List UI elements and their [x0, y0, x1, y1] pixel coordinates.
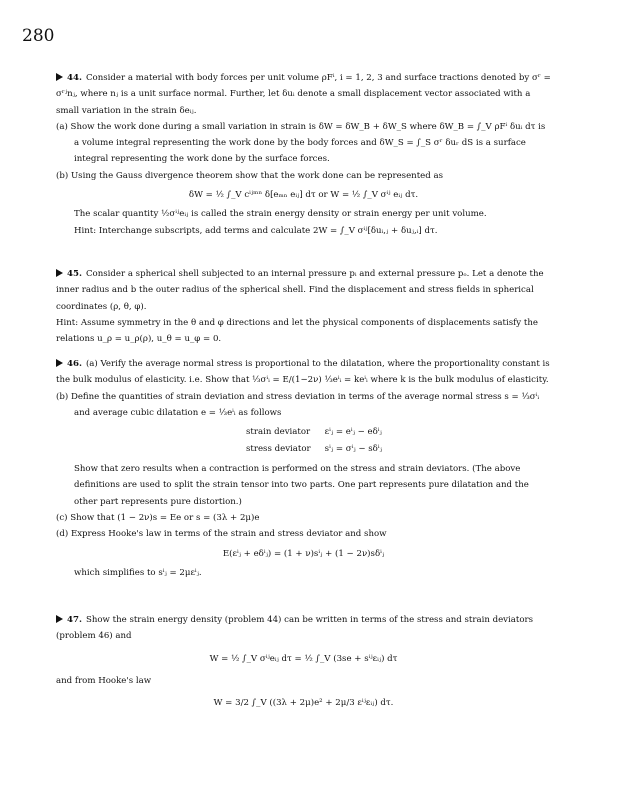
note: The scalar quantity ½σⁱʲeᵢⱼ is called the strain energy density or strain energy per unit volume. [74, 209, 487, 220]
part-a: (a) Show the work done during a small variation in strain is δW = δW_B + δW_S where δW_B = ∫_V ρFⁱ δuᵢ dτ is a volume integral representing the work done by the body forces and δW_S = ∫_S σʳ δuᵣ dS is a surface integral representing the work done by the surface forces. [56, 121, 546, 165]
equation-2: W = 3/2 ∫_V ((3λ + 2μ)e² + 2μ/3 εⁱʲεᵢⱼ) dτ. [213, 698, 394, 709]
problem-text: Consider a material with body forces per unit volume ρFⁱ, i = 1, 2, 3 and surface tractions denoted by σʳ = σʳʲnⱼ, where nⱼ is a unit surface normal. Further, let δuᵢ denote a small displacement vector associated with a small variation in the strain δeᵢⱼ. [56, 73, 551, 116]
deviator-row [246, 423, 396, 440]
problem-number: 45. [67, 269, 82, 279]
problem-47-text [56, 612, 551, 645]
part-a: (a) Verify the average normal stress is proportional to the dilatation, where the proportionality constant is the bulk modulus of elasticity. i.e. Show that ⅓σⁱᵢ = E/(1−2ν) ⅓eⁱᵢ = keⁱᵢ where k is the bulk modulus of elasticity. [56, 359, 550, 386]
problem-number: 47. [67, 615, 82, 625]
equation: E(εⁱⱼ + eδⁱⱼ) = (1 + ν)sⁱⱼ + (1 − 2ν)sδⁱⱼ [222, 548, 385, 559]
problem-47 [56, 612, 551, 717]
deviator-table [246, 423, 396, 457]
deviator-label: stress deviator [246, 443, 311, 454]
simplifies: which simplifies to sⁱⱼ = 2μεⁱⱼ. [74, 567, 202, 578]
problem-text: Show the strain energy density (problem 44) can be written in terms of the stress and strain deviators (problem 46) and [56, 615, 534, 642]
triangle-bullet-icon [56, 615, 63, 623]
equation-1: W = ½ ∫_V σⁱʲeᵢⱼ dτ = ½ ∫_V (3se + sⁱʲεᵢⱼ) dτ [209, 653, 398, 664]
part-d: (d) Express Hooke's law in terms of the strain and stress deviator and show [56, 529, 387, 540]
part-c: (c) Show that (1 − 2ν)s = Ee or s = (3λ + 2μ)e [56, 513, 260, 524]
problem-45-text [56, 266, 551, 315]
page-number: 280 [22, 26, 55, 46]
problem-text: Consider a spherical shell subjected to an internal pressure pᵢ and external pressure pₒ. Let a denote the inner radius and b the outer radius of the spherical shell. Find the displacement and stress fields in spherical coordinates (ρ, θ, φ). [56, 269, 544, 312]
problem-46 [56, 356, 551, 581]
triangle-bullet-icon [56, 359, 63, 367]
problem-44 [56, 70, 551, 239]
problem-number: 46. [67, 359, 82, 369]
deviator-formula: sⁱⱼ = σⁱⱼ − sδⁱⱼ [324, 443, 382, 454]
part-b-note: Show that zero results when a contraction is performed on the stress and strain deviators. (The above definitions are used to split the strain tensor into two parts. One part represents pure dilatation and the other part represents pure distortion.) [74, 464, 529, 507]
deviator-row [246, 440, 396, 457]
deviator-formula: εⁱⱼ = eⁱⱼ − eδⁱⱼ [324, 426, 382, 437]
hint: Hint: Interchange subscripts, add terms and calculate 2W = ∫_V σⁱʲ[δuᵢ,ⱼ + δuⱼ,ᵢ] dτ. [74, 225, 438, 236]
hint: Hint: Assume symmetry in the θ and φ directions and let the physical components of displacements satisfy the relations u_ρ = u_ρ(ρ), u_θ = u_φ = 0. [56, 317, 538, 345]
problem-46-part-a [56, 356, 551, 389]
part-b: (b) Define the quantities of strain deviation and stress deviation in terms of the average normal stress s = ⅓σⁱᵢ and average cubic dilatation e = ⅓eⁱᵢ as follows [56, 391, 540, 418]
triangle-bullet-icon [56, 269, 63, 277]
deviator-label: strain deviator [246, 426, 311, 437]
part-b: (b) Using the Gauss divergence theorem show that the work done can be represented as [56, 170, 444, 181]
triangle-bullet-icon [56, 73, 63, 81]
hooke-text: and from Hooke's law [56, 675, 152, 686]
problem-number: 44. [67, 73, 82, 83]
problem-44-intro [56, 70, 551, 119]
problem-45 [56, 266, 551, 347]
equation: δW = ½ ∫_V cⁱʲᵐⁿ δ[eₘₙ eᵢⱼ] dτ or W = ½ ∫_V σⁱʲ eᵢⱼ dτ. [188, 190, 419, 201]
